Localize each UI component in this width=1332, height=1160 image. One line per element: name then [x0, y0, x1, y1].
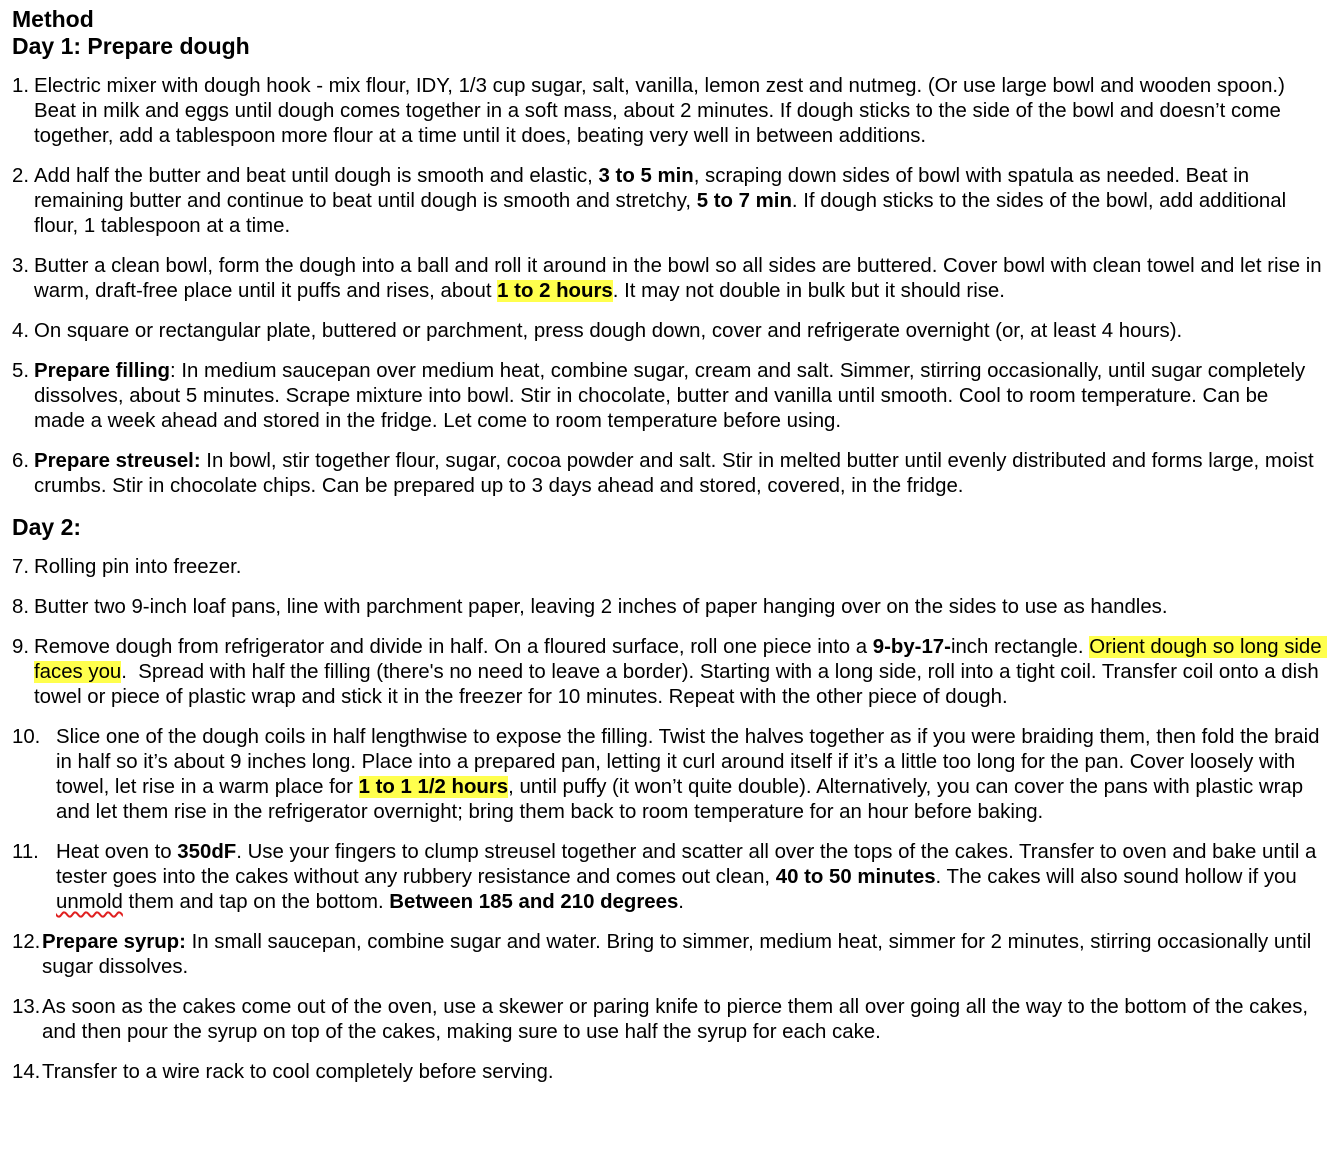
step-text: In small saucepan, combine sugar and water. Bring to simmer, medium heat, simmer for 2 minutes, stirring occasionally until sugar dissolves. [42, 931, 1317, 978]
method-heading: Method [12, 6, 94, 32]
step-text: Heat oven to [56, 841, 178, 863]
step-text: Rolling pin into freezer. [34, 556, 242, 578]
step-text: Add half the butter and beat until dough is smooth and elastic, [34, 165, 599, 187]
step-text: Butter a clean bowl, form the dough into a ball and roll it around in the bowl so all sides are buttered. Cover bowl with clean towel and let rise in warm, draft-free place until it puffs and rises, about [34, 255, 1328, 302]
step-4 [12, 319, 1324, 344]
step-text: As soon as the cakes come out of the oven, use a skewer or paring knife to pierce them all over going all the way to the bottom of the cakes, and then pour the syrup on top of the cakes, making sure to use half the syrup for each cake. [42, 996, 1314, 1043]
step-13 [12, 995, 1324, 1045]
step-text: In bowl, stir together flour, sugar, cocoa powder and salt. Stir in melted butter until evenly distributed and forms large, moist crumbs. Stir in chocolate chips. Can be prepared up to 3 days ahead and stored, covered, in the fridge. [34, 450, 1320, 497]
step-number: 10. [12, 726, 41, 748]
step-text: , until puffy (it won’t quite double). Alternatively, you can cover the pans with plastic wrap and let them rise in the refrigerator overnight; bring them back to room temperature for an hour before baking. [56, 776, 1309, 823]
step-8 [12, 595, 1324, 620]
day2-heading: Day 2: [12, 514, 82, 540]
step-text: , scraping down sides of bowl with spatula as needed. Beat in remaining butter and continue to beat until dough is smooth and stretchy, [34, 165, 1255, 212]
bold-time: 5 to 7 min [696, 190, 792, 212]
step-3 [12, 254, 1328, 304]
step-number: 2. [12, 165, 30, 187]
step-text: Remove dough from refrigerator and divide in half. On a floured surface, roll one piece into a [34, 636, 873, 658]
step-7 [12, 555, 1324, 580]
step-number: 3. [12, 255, 30, 277]
step-text: Slice one of the dough coils in half lengthwise to expose the filling. Twist the halves together as if you were braiding them, then fold the braid in half so it’s about 9 inches long. Place into a prepared pan, letting it curl around itself if it’s a little too long for the pan. Cover loosely with towel, let rise in a warm place for [56, 726, 1326, 798]
step-number: 5. [12, 360, 30, 382]
step-number: 1. [12, 75, 30, 97]
step-text: : In medium saucepan over medium heat, combine sugar, cream and salt. Simmer, stirring occasionally, until sugar completely dissolves, about 5 minutes. Scrape mixture into bowl. Stir in chocolate, butter and vanilla until smooth. Cool to room temperature. Can be made a week ahead and stored in the fridge. Let come to room temperature before using. [34, 360, 1311, 432]
step-number: 7. [12, 556, 30, 578]
step-text: Electric mixer with dough hook - mix flour, IDY, 1/3 cup sugar, salt, vanilla, lemon zest and nutmeg. (Or use large bowl and wooden spoon.) Beat in milk and eggs until dough comes together in a soft mass, about 2 minutes. If dough sticks to the side of the bowl and doesn’t come together, add a tablespoon more flour at a time until it does, beating very well in between additions. [34, 75, 1291, 147]
bold-label: Prepare streusel: [34, 450, 201, 472]
day1-heading: Day 1: Prepare dough [12, 33, 250, 59]
step-number: 11. [12, 841, 39, 863]
step-text: . The cakes will also sound hollow if you [935, 866, 1303, 888]
bold-temperature-range: Between 185 and 210 degrees [389, 891, 679, 913]
step-text: inch rectangle. [950, 636, 1090, 658]
spellcheck-word[interactable]: unmold [56, 891, 123, 913]
step-number: 9. [12, 636, 30, 658]
bold-temperature: 350dF [177, 841, 237, 863]
bold-time: 40 to 50 minutes [775, 866, 936, 888]
highlighted-time: 1 to 1 1/2 hours [358, 776, 509, 798]
step-2 [12, 164, 1324, 239]
step-text: Transfer to a wire rack to cool completely before serving. [42, 1061, 554, 1083]
bold-label: Prepare syrup: [42, 931, 186, 953]
step-number: 6. [12, 450, 30, 472]
step-1 [12, 74, 1324, 149]
step-text: . It may not double in bulk but it should rise. [612, 280, 1005, 302]
step-text: . If dough sticks to the sides of the bowl, add additional flour, 1 tablespoon at a time. [34, 190, 1292, 237]
bold-dimension: 9-by-17- [872, 636, 951, 658]
step-text: them and tap on the bottom. [122, 891, 390, 913]
step-number: 14. [12, 1061, 41, 1083]
step-text: . Spread with half the filling (there's no need to leave a border). Starting with a long side, roll into a tight coil. Transfer coil onto a dish towel or piece of plastic wrap and stick it in the freezer for 10 minutes. Repeat with the other piece of dough. [34, 661, 1325, 708]
recipe-document [12, 6, 1328, 1085]
step-text: Butter two 9-inch loaf pans, line with parchment paper, leaving 2 inches of paper hanging over on the sides to use as handles. [34, 596, 1168, 618]
step-text: On square or rectangular plate, buttered or parchment, press dough down, cover and refrigerate overnight (or, at least 4 hours). [34, 320, 1183, 342]
step-12 [12, 930, 1324, 980]
step-number: 4. [12, 320, 30, 342]
step-10 [12, 725, 1324, 825]
bold-time: 3 to 5 min [598, 165, 694, 187]
bold-label: Prepare filling [34, 360, 170, 382]
step-number: 13. [12, 996, 41, 1018]
step-14 [12, 1060, 1324, 1085]
step-6 [12, 449, 1324, 499]
step-text: . Use your fingers to clump streusel together and scatter all over the tops of the cakes. Transfer to oven and bake until a tester goes into the cakes without any rubbery resistance and comes out clean, [56, 841, 1323, 888]
highlighted-time: 1 to 2 hours [497, 280, 613, 302]
step-9 [12, 635, 1328, 710]
step-number: 12. [12, 931, 41, 953]
step-number: 8. [12, 596, 30, 618]
step-text: . [678, 891, 684, 913]
step-11 [12, 840, 1324, 915]
highlighted-text: Orient dough so long side faces you [34, 636, 1328, 683]
step-5 [12, 359, 1324, 434]
